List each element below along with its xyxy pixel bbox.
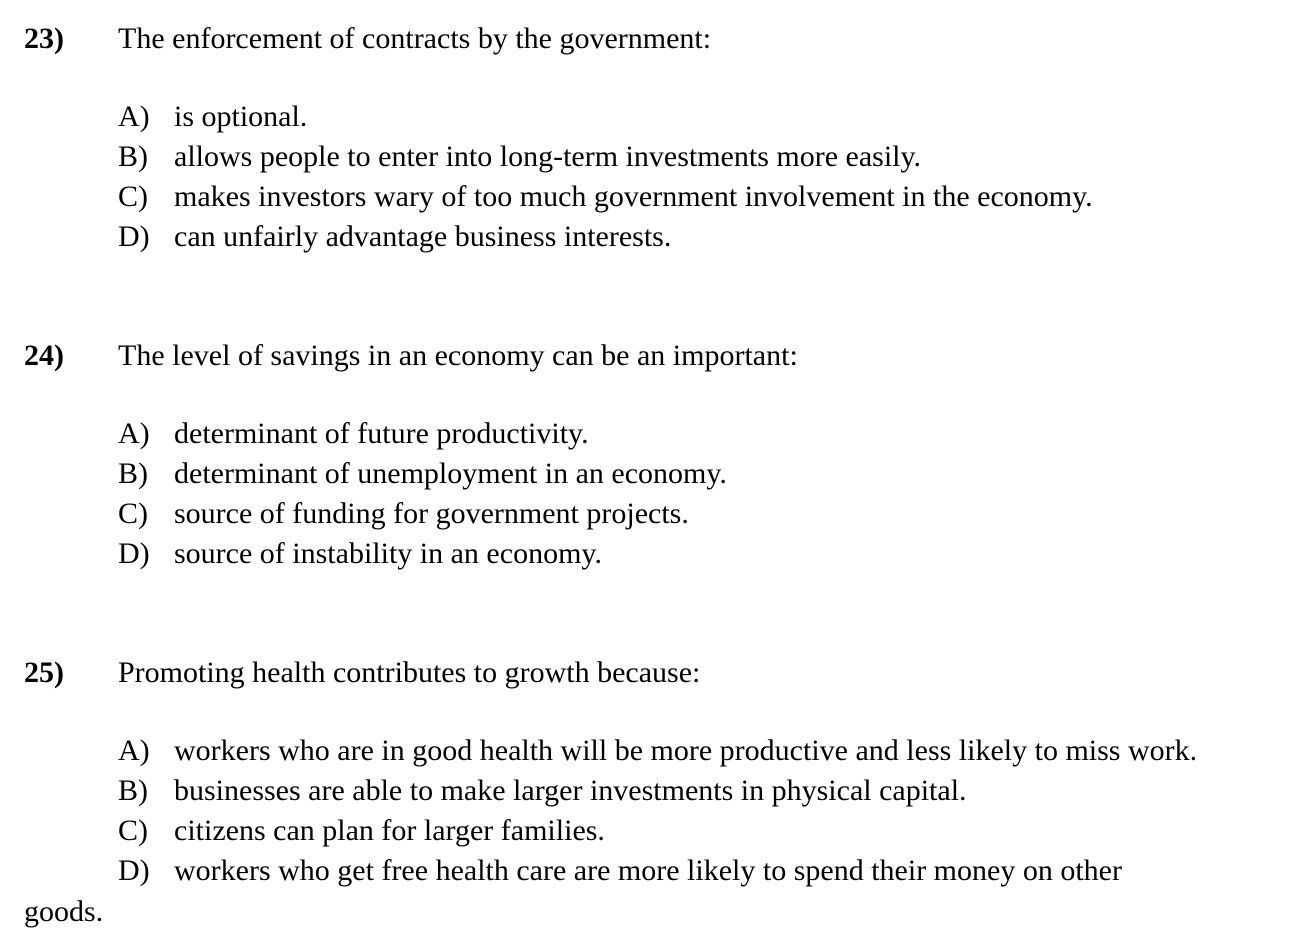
option-text: can unfairly advantage business interests. — [174, 220, 672, 253]
option-text: determinant of unemployment in an economy. — [174, 457, 727, 490]
option-continuation-text: goods. — [24, 895, 104, 928]
answer-option-b — [118, 454, 727, 494]
option-text: workers who are in good health will be more productive and less likely to miss work. — [174, 734, 1198, 767]
option-text: citizens can plan for larger families. — [174, 814, 605, 847]
question-number: 24) — [24, 339, 64, 372]
answer-options — [118, 414, 727, 574]
answer-option-a — [118, 414, 727, 454]
option-letter: D) — [118, 537, 150, 570]
answer-option-d — [118, 534, 727, 574]
answer-option-a — [118, 97, 1093, 137]
option-text: is optional. — [174, 100, 308, 133]
question-stem: Promoting health contributes to growth because: — [118, 656, 701, 689]
question-number: 23) — [24, 22, 64, 55]
question-stem: The level of savings in an economy can be an important: — [118, 339, 798, 372]
option-letter: A) — [118, 100, 150, 133]
option-letter: A) — [118, 417, 150, 450]
option-letter: D) — [118, 854, 150, 887]
option-text: determinant of future productivity. — [174, 417, 589, 450]
option-text: makes investors wary of too much government involvement in the economy. — [174, 180, 1093, 213]
answer-option-c — [118, 494, 727, 534]
answer-option-b — [118, 137, 1093, 177]
option-letter: A) — [118, 734, 150, 767]
option-letter: B) — [118, 140, 148, 173]
answer-option-c — [118, 811, 1197, 851]
answer-options — [118, 97, 1093, 257]
answer-option-b — [118, 771, 1197, 811]
option-letter: B) — [118, 774, 148, 807]
question-stem: The enforcement of contracts by the government: — [118, 22, 712, 55]
option-letter: B) — [118, 457, 148, 490]
option-text: source of funding for government projects. — [174, 497, 689, 530]
answer-option-a — [118, 731, 1197, 771]
answer-option-c — [118, 177, 1093, 217]
answer-option-d — [118, 851, 1197, 891]
option-text: allows people to enter into long-term investments more easily. — [174, 140, 922, 173]
option-letter: C) — [118, 180, 148, 213]
option-letter: D) — [118, 220, 150, 253]
option-text: workers who get free health care are more likely to spend their money on other — [174, 854, 1122, 887]
option-text: source of instability in an economy. — [174, 537, 602, 570]
option-text: businesses are able to make larger investments in physical capital. — [174, 774, 967, 807]
question-number: 25) — [24, 656, 64, 689]
option-letter: C) — [118, 814, 148, 847]
answer-options — [118, 731, 1197, 891]
answer-option-d — [118, 217, 1093, 257]
option-letter: C) — [118, 497, 148, 530]
